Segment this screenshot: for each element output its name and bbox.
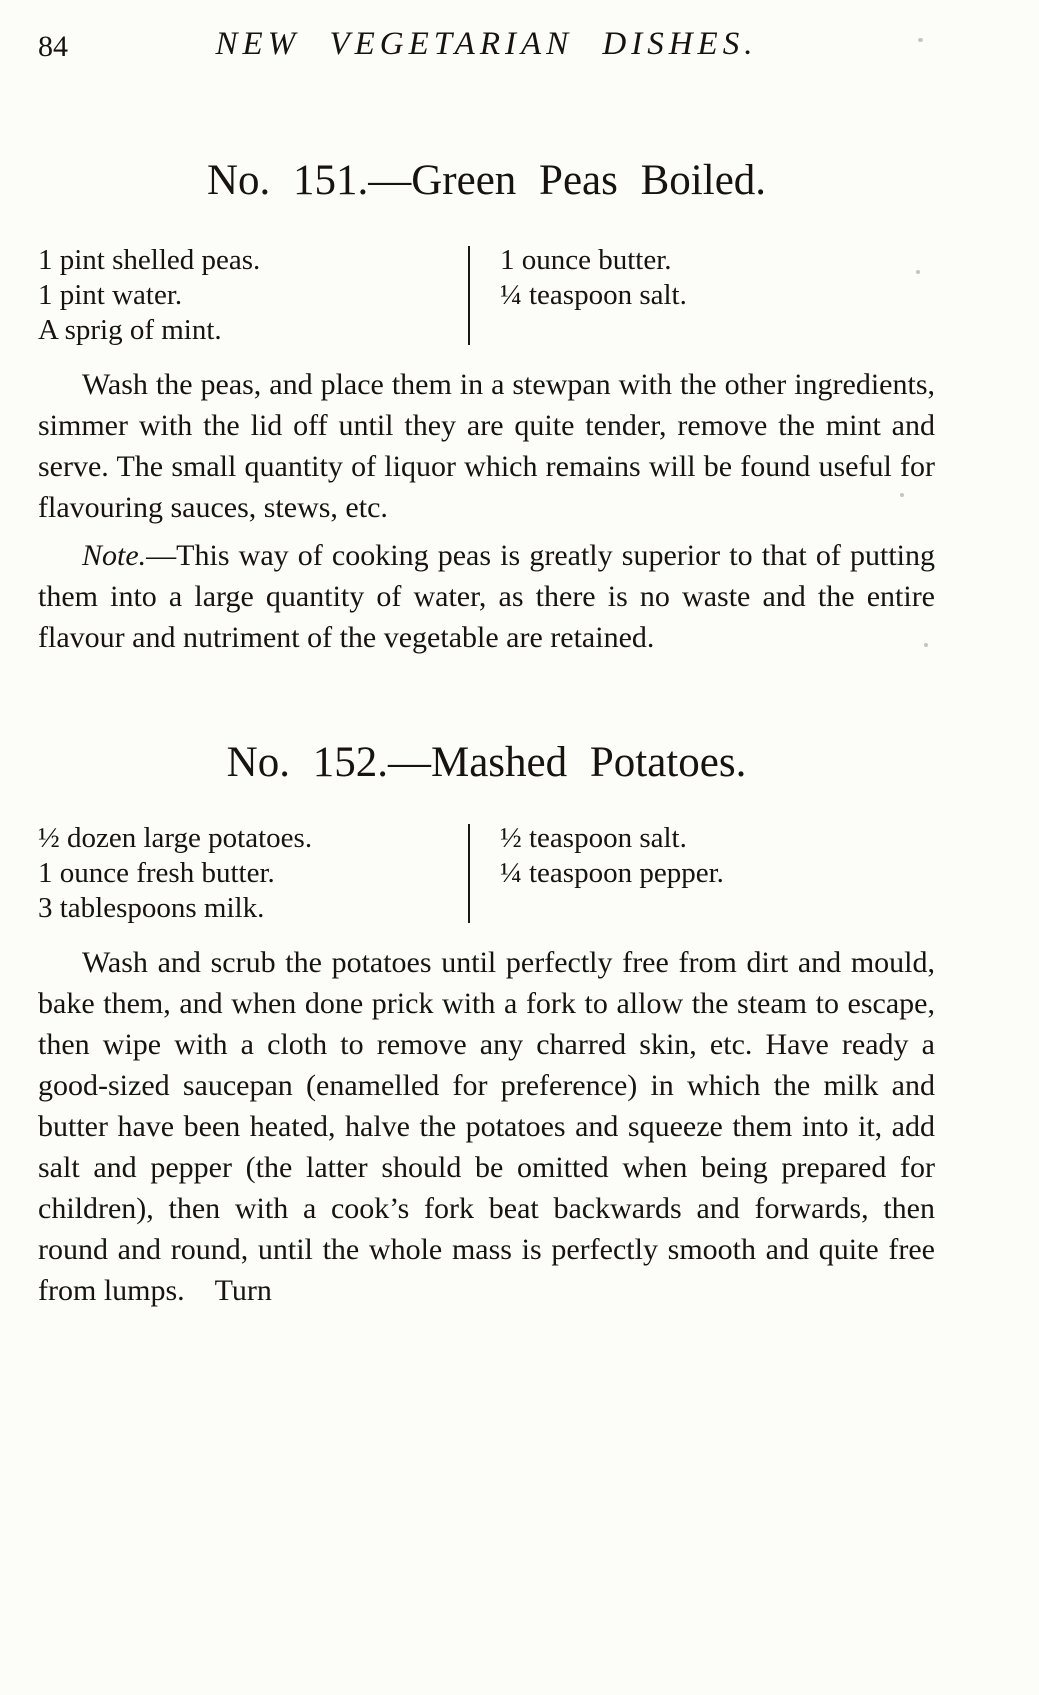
ingredients-table: [38, 821, 935, 926]
ingredient-item: 3 tablespoons milk.: [38, 892, 265, 924]
ingredient-item: ½ dozen large potatoes.: [38, 822, 313, 854]
ingredients-left-column: [38, 243, 468, 348]
page-header: [38, 22, 935, 74]
page-number: 84: [38, 30, 68, 63]
recipe-paragraph: Wash and scrub the potatoes until perfectly free from dirt and mould, bake them, and when done prick with a fork to allow the steam to escape, then wipe with a cloth to remove any charred skin, etc. Have ready a good-sized saucepan (enamelled for preference) in which the milk and butter have been heated, halve the potatoes and squeeze them into it, add salt and pepper (the latter should be omitted when being prepared for children), then with a cook’s fork beat backwards and forwards, then round and round, until the whole mass is perfectly smooth and quite free from lumps. Turn: [38, 946, 935, 1307]
ingredients-right-column: [470, 821, 724, 926]
recipe-section-152: [38, 738, 935, 1311]
scan-speck: [900, 493, 904, 497]
ingredients-table: [38, 243, 935, 348]
recipe-section-151: [38, 156, 935, 658]
ingredients-left-column: [38, 821, 468, 926]
scan-speck: [918, 38, 923, 42]
ingredient-item: ½ teaspoon salt.: [500, 822, 687, 854]
note-paragraph: [38, 535, 935, 658]
ingredient-item: 1 pint water.: [38, 279, 183, 311]
note-label: Note.: [82, 539, 147, 572]
ingredient-item: 1 ounce butter.: [500, 244, 672, 276]
scan-speck: [924, 643, 928, 647]
recipe-paragraph: Wash the peas, and place them in a stewpan with the other ingredients, simmer with the lid off until they are quite tender, remove the mint and serve. The small quantity of liquor which remains will be found useful for flavouring sauces, stews, etc.: [38, 368, 935, 524]
scan-speck: [916, 270, 920, 274]
ingredient-item: ¼ teaspoon pepper.: [500, 857, 724, 889]
ingredient-item: 1 ounce fresh butter.: [38, 857, 275, 889]
ingredient-item: A sprig of mint.: [38, 314, 222, 346]
running-title: NEW VEGETARIAN DISHES.: [215, 26, 758, 62]
ingredient-item: ¼ teaspoon salt.: [500, 279, 687, 311]
recipe-title: No. 152.—Mashed Potatoes.: [226, 739, 747, 786]
note-text: —This way of cooking peas is greatly superior to that of putting them into a large quantity of water, as there is no waste and the entire flavour and nutriment of the vegetable are retained.: [38, 539, 935, 654]
recipe-title: No. 151.—Green Peas Boiled.: [206, 157, 767, 204]
ingredient-item: 1 pint shelled peas.: [38, 244, 261, 276]
ingredients-right-column: [470, 243, 687, 348]
